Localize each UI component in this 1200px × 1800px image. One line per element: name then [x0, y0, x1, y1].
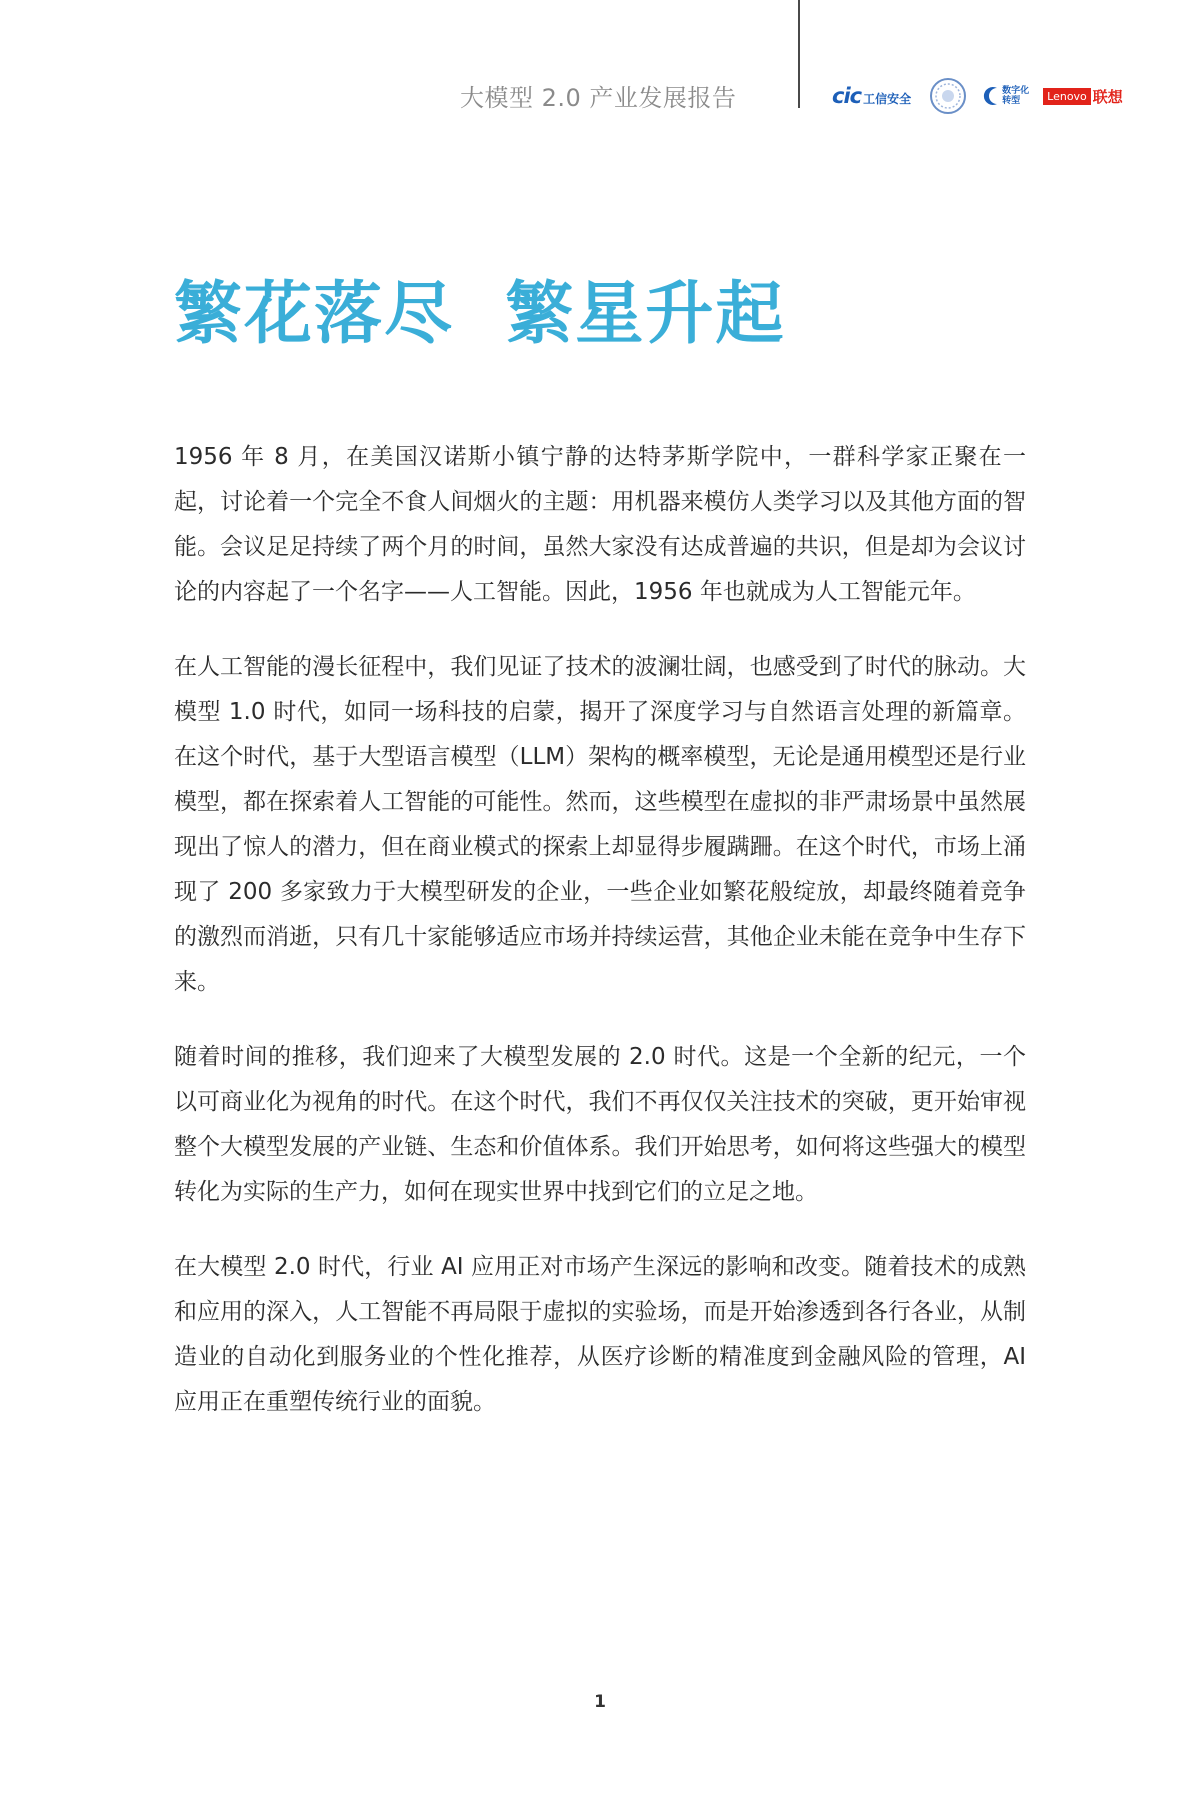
digital-logo-line2: 转型 [1002, 96, 1021, 106]
digital-logo-line1: 数字化 [1002, 86, 1030, 96]
paragraph: 在大模型 2.0 时代，行业 AI 应用正对市场产生深远的影响和改变。随着技术的成熟和应用的深入，人工智能不再局限于虚拟的实验场，而是开始渗透到各行各业，从制造业的自动化到服务业的个性化推荐，从医疗诊断的精准度到金融风险的管理，AI 应用正在重塑传统行业的面貌。 [174, 1254, 1026, 1415]
header-divider [798, 0, 800, 108]
cic-logo-text: 工信安全 [863, 92, 912, 106]
paragraph: 在人工智能的漫长征程中，我们见证了技术的波澜壮阔，也感受到了时代的脉动。大模型 1.0 时代，如同一场科技的启蒙，揭开了深度学习与自然语言处理的新篇章。在这个时代，基于大型语言模型（LLM）架构的概率模型，无论是通用模型还是行业模型，都在探索着人工智能的可能性。然而，这些模型在虚拟的非严肃场景中虽然展现出了惊人的潜力，但在商业模式的探索上却显得步履蹒跚。在这个时代，市场上涌现了 200 多家致力于大模型研发的企业，一些企业如繁花般绽放，却最终随着竞争的激烈而消逝，只有几十家能够适应市场并持续运营，其他企业未能在竞争中生存下来。 [174, 654, 1026, 995]
cic-logo-mark: cic [832, 84, 862, 108]
partner-logos [832, 76, 1123, 116]
page-header [0, 0, 1200, 120]
crescent-icon [983, 85, 1001, 107]
paragraph: 随着时间的推移，我们迎来了大模型发展的 2.0 时代。这是一个全新的纪元，一个以可商业化为视角的时代。在这个时代，我们不再仅仅关注技术的突破，更开始审视整个大模型发展的产业链、生态和价值体系。我们开始思考，如何将这些强大的模型转化为实际的生产力，如何在现实世界中找到它们的立足之地。 [174, 1044, 1026, 1205]
paragraph: 1956 年 8 月，在美国汉诺斯小镇宁静的达特茅斯学院中，一群科学家正聚在一起，讨论着一个完全不食人间烟火的主题：用机器来模仿人类学习以及其他方面的智能。会议足足持续了两个月的时间，虽然大家没有达成普遍的共识，但是却为会议讨论的内容起了一个名字——人工智能。因此，1956 年也就成为人工智能元年。 [174, 444, 1026, 605]
report-title: 大模型 2.0 产业发展报告 [460, 84, 737, 112]
cic-logo [832, 84, 911, 108]
lenovo-logo-en: Lenovo [1043, 88, 1091, 105]
circular-seal-icon [929, 77, 967, 115]
digital-transformation-logo [983, 85, 1029, 107]
page-number: 1 [594, 1692, 606, 1712]
chapter-title: 繁花落尽 繁星升起 [174, 275, 786, 354]
lenovo-logo [1043, 86, 1123, 107]
lenovo-logo-cn: 联想 [1092, 87, 1123, 106]
body-text [174, 435, 1026, 1455]
